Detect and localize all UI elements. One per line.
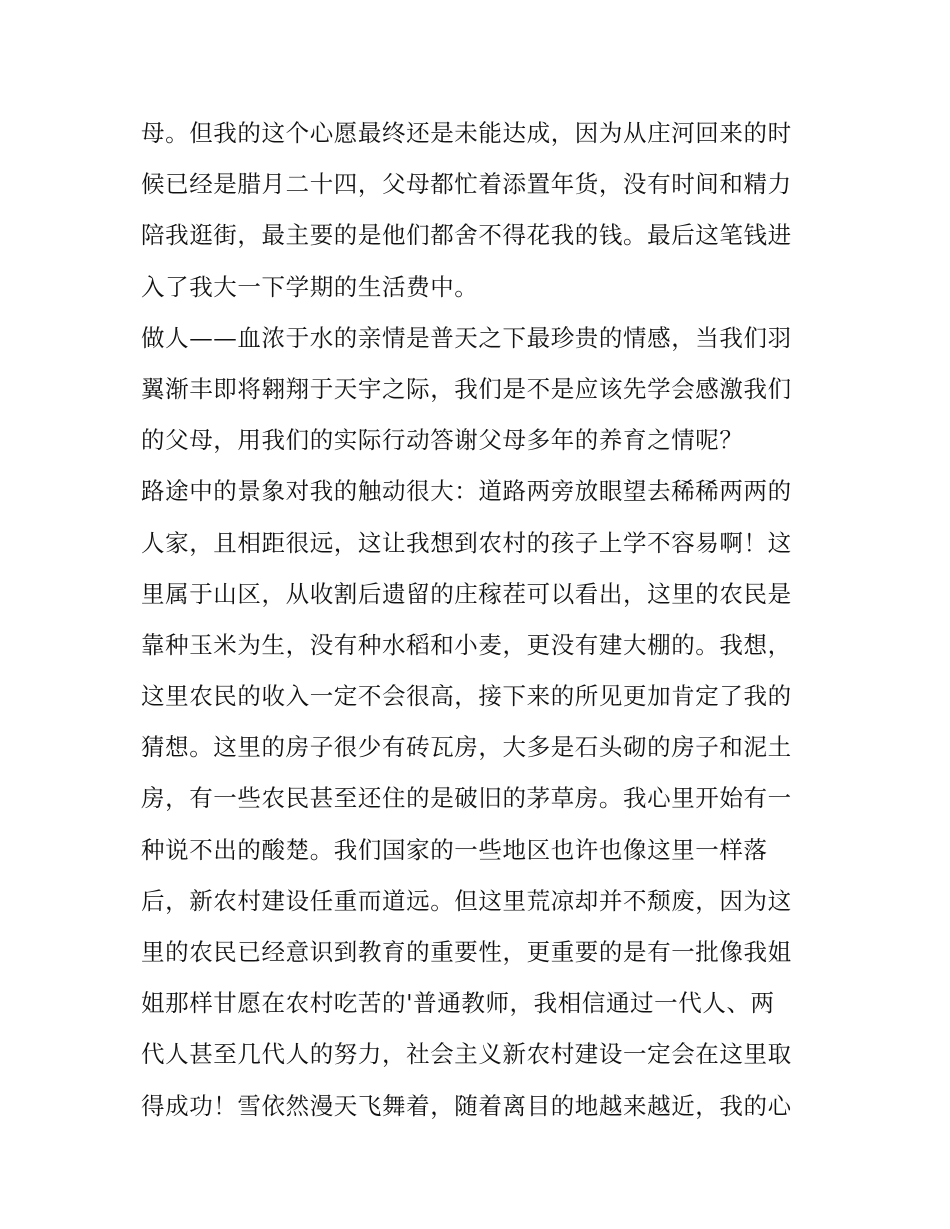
text-line-18: 姐那样甘愿在农村吃苦的'普通教师，我相信通过一代人、两 <box>141 989 775 1018</box>
text-line-9: 人家，且相距很远，这让我想到农村的孩子上学不容易啊！这 <box>141 528 792 557</box>
text-line-12: 这里农民的收入一定不会很高，接下来的所见更加肯定了我的 <box>141 682 792 711</box>
text-line-2: 候已经是腊月二十四，父母都忙着添置年货，没有时间和精力 <box>141 170 792 199</box>
text-line-7: 的父母，用我们的实际行动答谢父母多年的养育之情呢？ <box>141 426 744 455</box>
text-line-16: 后，新农村建设任重而道远。但这里荒凉却并不颓废，因为这 <box>141 886 792 915</box>
text-line-3: 陪我逛街，最主要的是他们都舍不得花我的钱。最后这笔钱进 <box>141 221 792 250</box>
text-line-10: 里属于山区，从收割后遗留的庄稼茬可以看出，这里的农民是 <box>141 579 792 608</box>
text-line-11: 靠种玉米为生，没有种水稻和小麦，更没有建大棚的。我想， <box>141 630 792 659</box>
text-line-6: 翼渐丰即将翱翔于天宇之际，我们是不是应该先学会感激我们 <box>141 374 792 403</box>
text-line-14: 房，有一些农民甚至还住的是破旧的茅草房。我心里开始有一 <box>141 784 792 813</box>
text-line-15: 种说不出的酸楚。我们国家的一些地区也许也像这里一样落 <box>141 835 768 864</box>
text-line-17: 里的农民已经意识到教育的重要性，更重要的是有一批像我姐 <box>141 938 792 966</box>
text-line-8: 路途中的景象对我的触动很大：道路两旁放眼望去稀稀两两的 <box>141 477 792 506</box>
text-line-5: 做人——血浓于水的亲情是普天之下最珍贵的情感，当我们羽 <box>141 323 792 352</box>
text-line-13: 猜想。这里的房子很少有砖瓦房，大多是石头砌的房子和泥土 <box>141 733 792 762</box>
text-line-1: 母。但我的这个心愿最终还是未能达成，因为从庄河回来的时 <box>141 119 792 147</box>
body-text <box>141 108 821 1132</box>
text-line-19: 代人甚至几代人的努力，社会主义新农村建设一定会在这里取 <box>141 1040 792 1069</box>
text-line-4: 入了我大一下学期的生活费中。 <box>141 272 479 301</box>
text-line-20: 得成功！雪依然漫天飞舞着，随着离目的地越来越近，我的心 <box>141 1091 792 1120</box>
